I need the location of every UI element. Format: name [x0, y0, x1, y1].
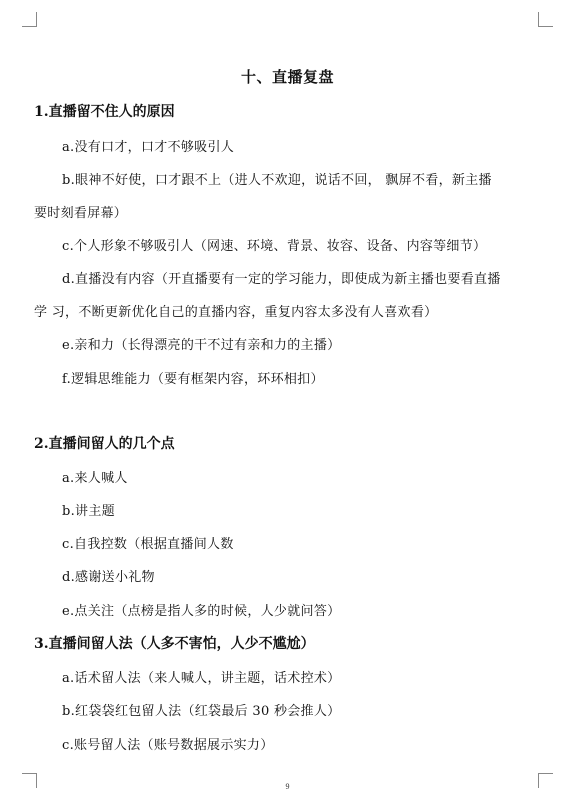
- list-item: c.自我控数（根据直播间人数: [62, 537, 234, 552]
- crop-mark-top-left: [22, 12, 37, 27]
- list-item: c.个人形象不够吸引人（网速、环境、背景、妆容、设备、内容等细节）: [62, 239, 487, 254]
- list-item: c.账号留人法（账号数据展示实力）: [62, 738, 274, 753]
- list-item: d.直播没有内容（开直播要有一定的学习能力，即使成为新主播也要看直播: [62, 272, 501, 287]
- crop-mark-top-right: [538, 12, 553, 27]
- list-item: b.眼神不好使，口才跟不上（进人不欢迎，说话不回， 飘屏不看，新主播: [62, 173, 492, 188]
- list-item: e.点关注（点榜是指人多的时候，人少就问答）: [62, 604, 341, 619]
- section-heading-3: 3.直播间留人法（人多不害怕，人少不尴尬）: [34, 636, 315, 652]
- section-heading-1: 1.直播留不住人的原因: [34, 104, 175, 120]
- page-title: 十、直播复盘: [240, 68, 334, 86]
- list-item: e.亲和力（长得漂亮的干不过有亲和力的主播）: [62, 338, 341, 353]
- list-item: d.感谢送小礼物: [62, 570, 155, 585]
- list-item: b.红袋袋红包留人法（红袋最后 30 秒会推人）: [62, 704, 341, 719]
- list-item: f.逻辑思维能力（要有框架内容，环环相扣）: [62, 372, 324, 387]
- list-item: a.来人喊人: [62, 471, 128, 486]
- list-item: b.讲主题: [62, 504, 115, 519]
- page-number: 9: [285, 782, 290, 791]
- list-item: a.话术留人法（来人喊人，讲主题，话术控术）: [62, 671, 341, 686]
- list-item-continuation: 要时刻看屏幕）: [34, 206, 128, 221]
- list-item-continuation: 学 习，不断更新优化自己的直播内容，重复内容太多没有人喜欢看）: [34, 305, 438, 320]
- section-heading-2: 2.直播间留人的几个点: [34, 436, 175, 452]
- list-item: a.没有口才，口才不够吸引人: [62, 140, 235, 155]
